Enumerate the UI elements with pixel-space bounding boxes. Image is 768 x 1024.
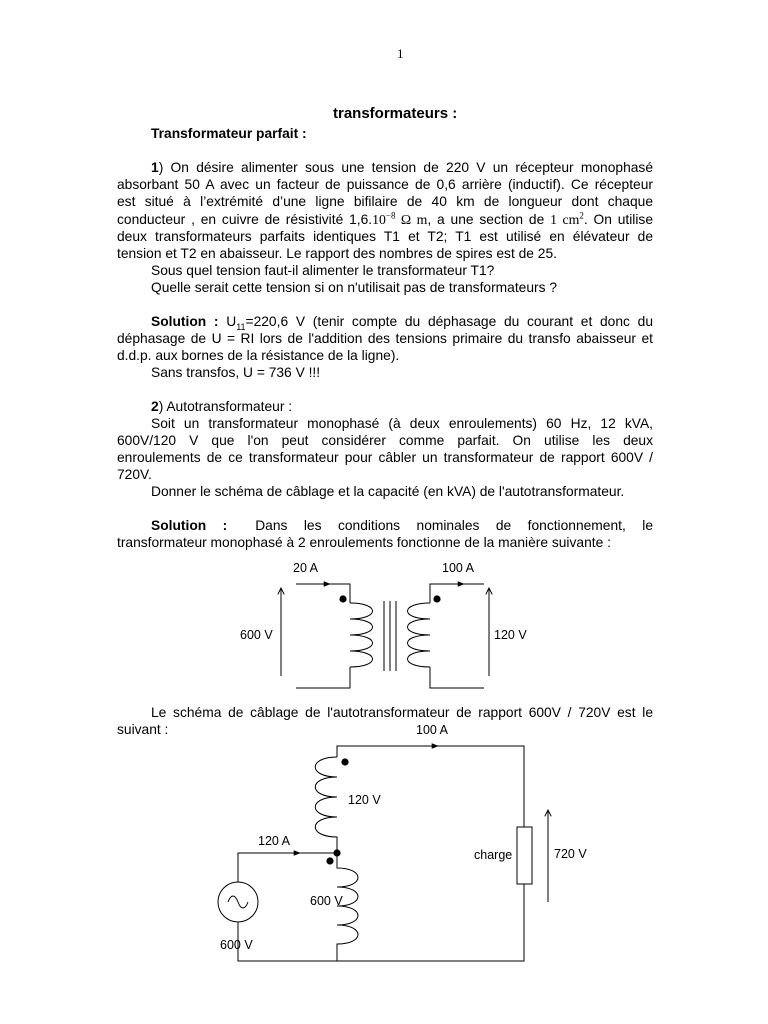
resistivity-value: $10^{-8}$ Ω m [372,210,428,227]
lower-coil-voltage-label: 600 V [310,894,343,908]
q1-line-6: tension et T2 en abaisseur. Le rapport des nombres de spires est de 25. [117,246,557,261]
q2-line-2: Soit un transformateur monophasé (à deux enroulements) 60 Hz, 12 kVA, [151,416,653,431]
section-value: 1 $cm^2$ [550,210,584,227]
q2-line-5: 720V. [117,467,152,482]
lower-coil-dot [326,857,333,864]
q1-line-4: conducteur , en cuivre de résistivité $1,6.10^{-8}$ Ω m, a une section de 1 $cm^2$. On utilise [117,210,653,227]
s1-line-4: Sans transfos, U = 736 V !!! [151,365,321,380]
secondary-current-label: 100 A [442,561,474,575]
load-resistor [517,827,532,884]
secondary-voltage-label: 120 V [494,628,527,642]
p3-line-1: Le schéma de câblage de l'autotransformateur de rapport 600V / 720V est le [151,705,653,720]
q2-line-6: Donner le schéma de câblage et la capacité (en kVA) de l'autotransformateur. [151,484,625,499]
ac-source-symbol [228,896,248,908]
p3-line-2: suivant : [117,722,169,737]
q1-line-5: deux transformateurs parfaits identiques T1 et T2; T1 est utilisé en élévateur de [117,229,653,244]
q1-number: 1 [151,160,159,175]
top-current-label: 100 A [416,723,448,737]
upper-coil [315,757,337,853]
top-wire [337,746,524,827]
q1-line-3: est situé à l’extrémité d’une ligne bifilaire de 40 km de longueur dont chaque [117,194,653,209]
page-number: 1 [397,46,404,61]
upper-coil-dot [341,758,348,765]
load-label: charge [474,848,513,862]
transformer-diagram [281,584,489,688]
source-wire-top [238,853,337,882]
s2-line-1: Solution : Dans les conditions nominales de fonctionnement, le [151,518,653,533]
secondary-wire-bottom [430,667,484,688]
q2-line-3: 600V/120 V que l'on peut considérer comme parfait. On utilise les deux [117,433,653,448]
s1-label: Solution : [151,314,219,329]
s2-label: Solution : [151,518,228,533]
document-title: transformateurs : [333,105,458,122]
q1-line-1: 1) On désire alimenter sous une tension de 220 V un récepteur monophasé [151,160,653,175]
source-current-label: 120 A [258,834,290,848]
secondary-coil [408,603,431,667]
source-voltage-label: 600 V [220,938,253,952]
q1-line-2: absorbant 50 A avec un facteur de puissance de 0,6 arrière (inductif). Ce récepteur [117,177,653,192]
load-wire-bottom [238,884,524,961]
q2-line-1: 2) Autotransformateur : [151,399,293,414]
secondary-polarity-dot [433,595,440,602]
s1-line-1: Solution : $U_{11}=220,6$ V (tenir compte du déphasage du courant et donc du [151,314,653,332]
s2-line-2: transformateur monophasé à 2 enroulements fonctionne de la manière suivante : [117,535,611,550]
section-title: Transformateur parfait : [151,126,307,141]
q1-line-7: Sous quel tension faut-il alimenter le transformateur T1? [151,263,495,278]
primary-wire-bottom [296,667,350,688]
s1-line-3: d.d.p. aux bornes de la résistance de la ligne). [117,348,400,363]
primary-voltage-label: 600 V [240,628,273,642]
q2-number: 2 [151,399,159,414]
q1-line-8: Quelle serait cette tension si on n'utilisait pas de transformateurs ? [151,280,558,295]
q2-line-4: enroulements de ce transformateur pour câbler un transformateur de rapport 600V / [117,450,653,465]
upper-coil-voltage-label: 120 V [348,793,381,807]
primary-current-label: 20 A [293,561,319,575]
tap-junction-dot [333,849,340,856]
primary-coil [350,603,373,667]
s1-line-2: déphasage de U = RI lors de l'addition des tensions primaire du transfo abaisseur et [117,331,653,346]
primary-polarity-dot [339,595,346,602]
load-voltage-label: 720 V [554,847,587,861]
